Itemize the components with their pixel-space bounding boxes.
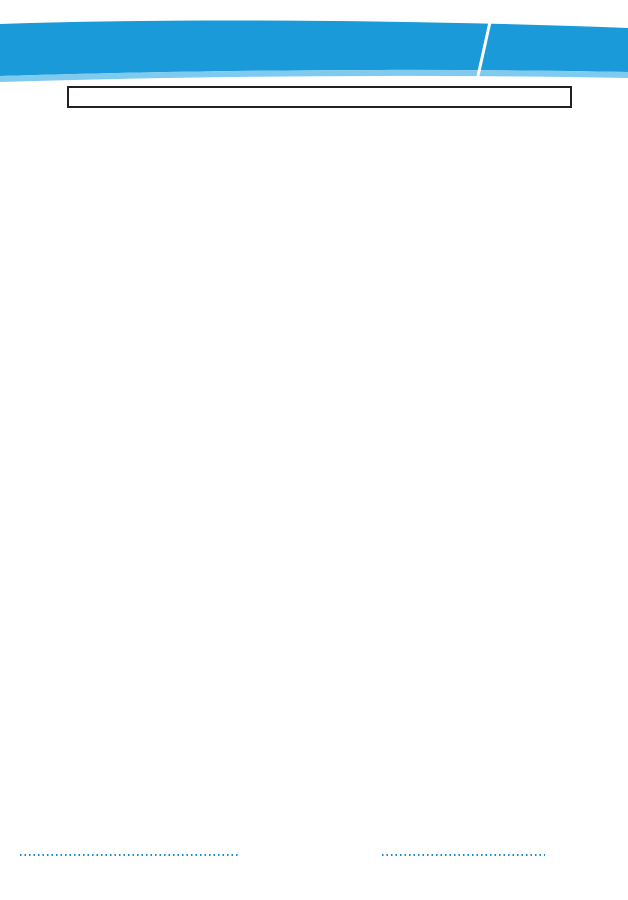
instruction-box [67, 86, 572, 108]
footer-dotted-rule [0, 848, 628, 862]
reading-passage [67, 116, 570, 125]
header-banner [0, 18, 628, 90]
page-header [0, 18, 628, 90]
